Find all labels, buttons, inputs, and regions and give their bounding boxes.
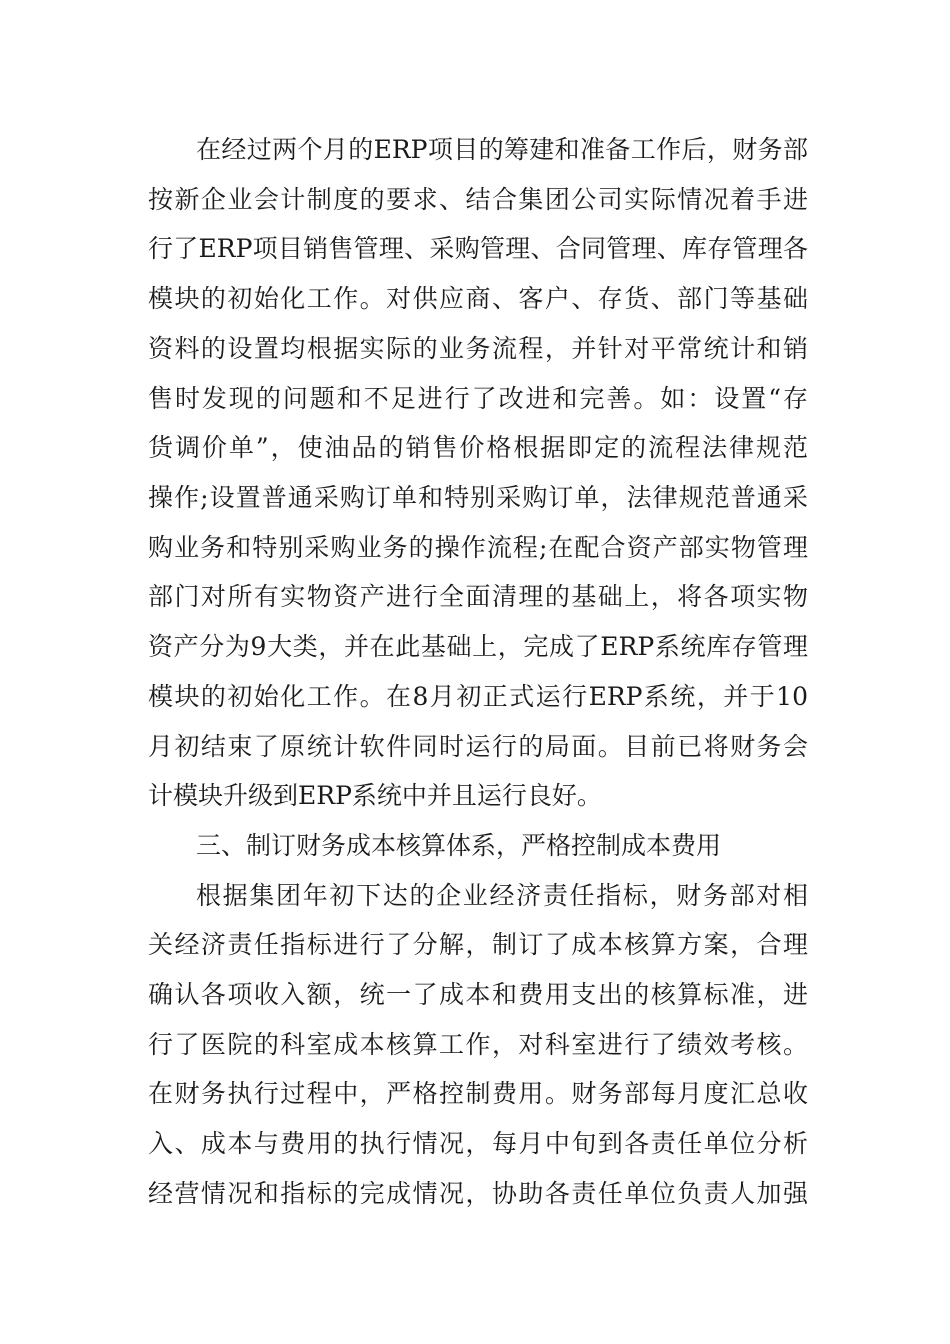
paragraph-1-line-5: 资料的设置均根据实际的业务流程，并针对平常统计和销 [148,334,808,363]
paragraph-2-line-4: 行了医院的科室成本核算工作，对科室进行了绩效考核。 [148,1030,808,1059]
paragraph-1-line-12: 模块的初始化工作。在8月初正式运行ERP系统，并于10 [148,682,808,711]
paragraph-1-line-8: 操作;设置普通采购订单和特别采购订单，法律规范普通采 [148,483,808,512]
paragraph-1-line-13: 月初结束了原统计软件同时运行的局面。目前已将财务会 [148,732,808,761]
paragraph-2-line-1: 根据集团年初下达的企业经济责任指标，财务部对相 [196,881,808,910]
paragraph-1-line-6: 售时发现的问题和不足进行了改进和完善。如：设置“存 [148,384,808,413]
paragraph-2-line-5: 在财务执行过程中，严格控制费用。财务部每月度汇总收 [148,1079,808,1108]
section-heading: 三、制订财务成本核算体系，严格控制成本费用 [196,831,722,860]
paragraph-1-line-2: 按新企业会计制度的要求、结合集团公司实际情况着手进 [148,185,808,214]
paragraph-1-line-14: 计模块升级到ERP系统中并且运行良好。 [148,781,602,810]
paragraph-2-line-6: 入、成本与费用的执行情况，每月中旬到各责任单位分析 [148,1129,808,1158]
paragraph-2-line-2: 关经济责任指标进行了分解，制订了成本核算方案，合理 [148,930,808,959]
paragraph-1-line-4: 模块的初始化工作。对供应商、客户、存货、部门等基础 [148,284,808,313]
paragraph-1-line-1: 在经过两个月的ERP项目的筹建和准备工作后，财务部 [196,135,808,164]
paragraph-1-line-11: 资产分为9大类，并在此基础上，完成了ERP系统库存管理 [148,632,808,661]
paragraph-1-line-3: 行了ERP项目销售管理、采购管理、合同管理、库存管理各 [148,234,808,263]
paragraph-2-line-3: 确认各项收入额，统一了成本和费用支出的核算标准，进 [148,980,808,1009]
paragraph-1-line-10: 部门对所有实物资产进行全面清理的基础上，将各项实物 [148,582,808,611]
paragraph-1-line-7: 货调价单”，使油品的销售价格根据即定的流程法律规范 [148,433,808,462]
paragraph-2-line-7: 经营情况和指标的完成情况，协助各责任单位负责人加强 [148,1179,808,1208]
paragraph-1-line-9: 购业务和特别采购业务的操作流程;在配合资产部实物管理 [148,533,808,562]
